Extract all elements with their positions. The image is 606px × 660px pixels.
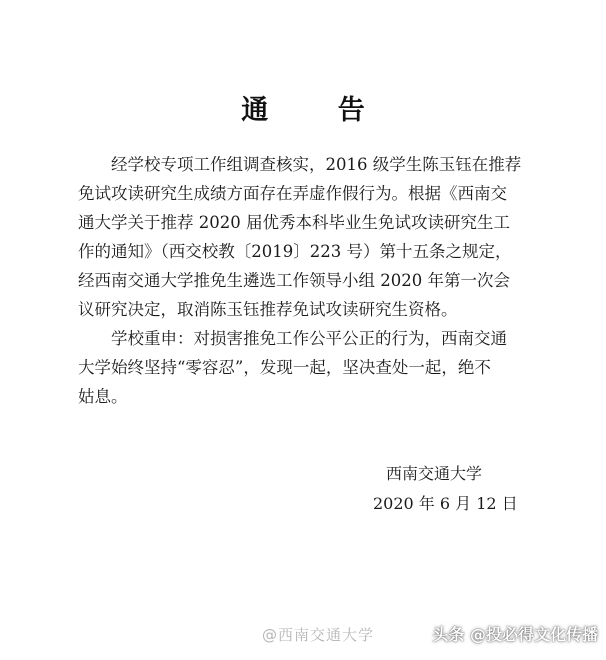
paragraph-line: 议研究决定，取消陈玉钰推荐免试攻读研究生资格。 bbox=[78, 300, 458, 319]
paragraph-line: 经学校专项工作组调查核实，2016 级学生陈玉钰在推荐 bbox=[111, 155, 522, 174]
notice-paragraph-1 bbox=[78, 150, 530, 324]
paragraph-line: 通大学关于推荐 2020 届优秀本科毕业生免试攻读研究生工 bbox=[78, 213, 510, 232]
weibo-watermark: @西南交通大学 bbox=[262, 626, 375, 644]
paragraph-line: 作的通知》（西交校教〔2019〕223 号）第十五条之规定， bbox=[78, 242, 512, 261]
paragraph-line: 学校重申：对损害推免工作公平公正的行为，西南交通 bbox=[111, 329, 507, 348]
notice-paragraph-2 bbox=[78, 324, 530, 411]
signature-date: 2020 年 6 月 12 日 bbox=[373, 494, 518, 513]
notice-title: 通 告 bbox=[241, 95, 395, 126]
toutiao-brand-watermark: 头条 @投必得文化传播 bbox=[432, 625, 598, 644]
paragraph-line: 经西南交通大学推免生遴选工作领导小组 2020 年第一次会 bbox=[78, 271, 510, 290]
paragraph-line: 大学始终坚持“零容忍”，发现一起，坚决查处一起，绝不 bbox=[78, 358, 491, 377]
signature-organization: 西南交通大学 bbox=[386, 464, 483, 483]
paragraph-line: 姑息。 bbox=[78, 387, 128, 406]
paragraph-line: 免试攻读研究生成绩方面存在弄虚作假行为。根据《西南交 bbox=[78, 184, 507, 203]
